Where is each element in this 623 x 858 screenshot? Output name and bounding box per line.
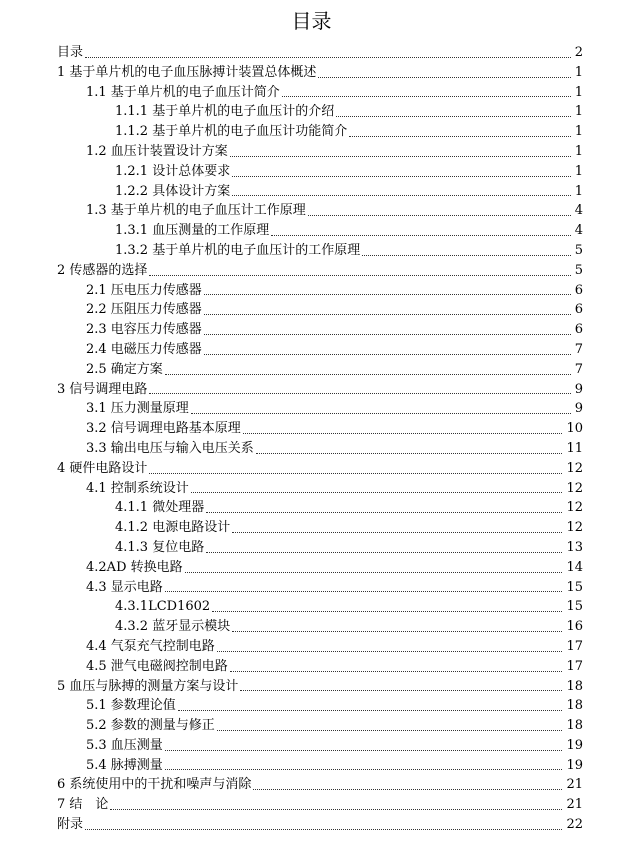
- toc-dot-leader: [232, 175, 571, 177]
- toc-entry-page-number: 6: [574, 282, 583, 298]
- toc-entry-page-number: 1: [574, 64, 583, 80]
- toc-entry[interactable]: [0, 716, 623, 736]
- toc-dot-leader: [230, 670, 563, 672]
- toc-entry-page-number: 6: [574, 322, 583, 338]
- toc-entry-label: 4.1.1 微处理器: [115, 500, 205, 516]
- toc-entry-line: [57, 775, 564, 795]
- toc-entry-line: [86, 696, 564, 716]
- toc-dot-leader: [165, 749, 563, 751]
- toc-entry[interactable]: [0, 281, 623, 301]
- toc-dot-leader: [217, 729, 563, 731]
- toc-list: [0, 43, 623, 835]
- toc-entry-label: 4.3.1LCD1602: [115, 599, 211, 615]
- toc-entry[interactable]: [0, 380, 623, 400]
- toc-dot-leader: [349, 135, 571, 137]
- toc-entry-label: 7 结 论: [57, 797, 109, 813]
- toc-entry-label: 1.1.2 基于单片机的电子血压计功能简介: [115, 124, 348, 140]
- toc-dot-leader: [206, 551, 562, 553]
- toc-entry[interactable]: [0, 736, 623, 756]
- toc-entry-label: 5.3 血压测量: [86, 737, 163, 753]
- toc-entry-line: [86, 300, 573, 320]
- toc-entry-line: [115, 122, 573, 142]
- toc-entry-page-number: 5: [574, 242, 583, 258]
- toc-entry-line: [86, 578, 564, 598]
- toc-entry-line: [115, 498, 564, 518]
- toc-entry-page-number: 1: [574, 143, 583, 159]
- toc-entry-line: [115, 617, 564, 637]
- toc-entry-label: 2.3 电容压力传感器: [86, 322, 202, 338]
- toc-entry-line: [86, 756, 564, 776]
- toc-entry-label: 3.2 信号调理电路基本原理: [86, 421, 241, 437]
- toc-entry-line: [86, 399, 573, 419]
- toc-entry-line: [86, 657, 564, 677]
- toc-entry-page-number: 6: [574, 302, 583, 318]
- toc-entry[interactable]: [0, 459, 623, 479]
- toc-entry-label: 2.5 确定方案: [86, 361, 163, 377]
- toc-entry-page-number: 4: [574, 203, 583, 219]
- toc-entry[interactable]: [0, 696, 623, 716]
- toc-entry-page-number: 11: [566, 440, 583, 456]
- toc-entry-label: 2.1 压电压力传感器: [86, 282, 202, 298]
- toc-entry-page-number: 21: [566, 777, 583, 793]
- toc-entry-page-number: 22: [566, 817, 583, 833]
- toc-entry-line: [57, 63, 573, 83]
- toc-entry[interactable]: [0, 538, 623, 558]
- toc-dot-leader: [178, 709, 563, 711]
- toc-entry-label: 1 基于单片机的电子血压脉搏计装置总体概述: [57, 64, 317, 80]
- toc-entry[interactable]: [0, 578, 623, 598]
- toc-entry-page-number: 15: [566, 579, 583, 595]
- toc-entry-line: [86, 281, 573, 301]
- toc-dot-leader: [149, 472, 562, 474]
- toc-entry-line: [57, 677, 564, 697]
- toc-entry-line: [115, 538, 564, 558]
- toc-entry-line: [86, 439, 564, 459]
- toc-entry-line: [86, 360, 573, 380]
- toc-dot-leader: [204, 293, 571, 295]
- toc-dot-leader: [204, 353, 571, 355]
- toc-entry[interactable]: [0, 518, 623, 538]
- toc-entry[interactable]: [0, 241, 623, 261]
- toc-entry-line: [115, 241, 573, 261]
- toc-entry-page-number: 10: [566, 421, 583, 437]
- toc-dot-leader: [271, 234, 571, 236]
- toc-entry-page-number: 19: [566, 757, 583, 773]
- toc-entry-label: 4.1 控制系统设计: [86, 480, 189, 496]
- toc-entry-line: [57, 459, 564, 479]
- toc-dot-leader: [230, 155, 571, 157]
- toc-dot-leader: [336, 115, 571, 117]
- toc-entry-label: 目录: [57, 45, 84, 60]
- toc-dot-leader: [149, 392, 570, 394]
- toc-entry-page-number: 9: [574, 401, 583, 417]
- toc-entry-page-number: 12: [566, 520, 583, 536]
- toc-entry[interactable]: [0, 657, 623, 677]
- toc-dot-leader: [204, 333, 571, 335]
- toc-dot-leader: [85, 56, 571, 58]
- toc-entry-page-number: 4: [574, 223, 583, 239]
- toc-dot-leader: [110, 808, 562, 810]
- toc-entry[interactable]: [0, 419, 623, 439]
- toc-entry[interactable]: [0, 221, 623, 241]
- toc-entry[interactable]: [0, 102, 623, 122]
- toc-dot-leader: [185, 571, 563, 573]
- toc-entry-line: [57, 795, 564, 815]
- toc-entry-page-number: 7: [574, 341, 583, 357]
- toc-entry-line: [57, 380, 573, 400]
- toc-dot-leader: [308, 214, 571, 216]
- toc-entry-label: 1.3.1 血压测量的工作原理: [115, 223, 270, 239]
- toc-entry[interactable]: [0, 399, 623, 419]
- toc-entry-label: 4.3.2 蓝牙显示模块: [115, 619, 231, 635]
- toc-dot-leader: [253, 788, 562, 790]
- toc-entry[interactable]: [0, 795, 623, 815]
- toc-entry[interactable]: [0, 775, 623, 795]
- toc-entry-page-number: 18: [566, 698, 583, 714]
- toc-entry[interactable]: [0, 479, 623, 499]
- toc-entry-label: 1.1 基于单片机的电子血压计简介: [86, 84, 280, 100]
- toc-entry-label: 3 信号调理电路: [57, 381, 148, 397]
- toc-entry-page-number: 9: [574, 381, 583, 397]
- toc-entry[interactable]: [0, 63, 623, 83]
- toc-entry-line: [86, 479, 564, 499]
- toc-dot-leader: [149, 274, 570, 276]
- toc-dot-leader: [318, 76, 570, 78]
- toc-entry-label: 5.4 脉搏测量: [86, 757, 163, 773]
- toc-entry-page-number: 12: [566, 500, 583, 516]
- toc-entry-line: [115, 221, 573, 241]
- toc-entry-page-number: 19: [566, 737, 583, 753]
- toc-entry-label: 2 传感器的选择: [57, 262, 148, 278]
- toc-entry[interactable]: [0, 142, 623, 162]
- toc-entry-page-number: 1: [574, 183, 583, 199]
- toc-entry-line: [86, 83, 573, 103]
- toc-entry-line: [86, 320, 573, 340]
- toc-entry[interactable]: [0, 201, 623, 221]
- toc-entry-line: [57, 261, 573, 281]
- toc-entry-label: 3.3 输出电压与输入电压关系: [86, 440, 254, 456]
- toc-entry-line: [115, 162, 573, 182]
- toc-entry-label: 4.1.2 电源电路设计: [115, 520, 231, 536]
- toc-entry-label: 4.1.3 复位电路: [115, 539, 205, 555]
- toc-entry[interactable]: [0, 677, 623, 697]
- toc-entry[interactable]: [0, 498, 623, 518]
- toc-entry[interactable]: [0, 617, 623, 637]
- toc-entry[interactable]: [0, 439, 623, 459]
- toc-entry-page-number: 1: [574, 124, 583, 140]
- toc-dot-leader: [165, 768, 563, 770]
- toc-dot-leader: [232, 630, 562, 632]
- toc-entry-page-number: 18: [566, 678, 583, 694]
- toc-entry-label: 2.4 电磁压力传感器: [86, 341, 202, 357]
- toc-entry-label: 附录: [57, 817, 84, 833]
- toc-entry-label: 4.4 气泵充气控制电路: [86, 638, 215, 654]
- toc-entry-page-number: 7: [574, 361, 583, 377]
- toc-entry-line: [57, 815, 564, 835]
- toc-dot-leader: [282, 95, 571, 97]
- toc-entry-page-number: 12: [566, 460, 583, 476]
- toc-entry[interactable]: [0, 815, 623, 835]
- toc-entry[interactable]: [0, 122, 623, 142]
- toc-entry-page-number: 15: [566, 599, 583, 615]
- toc-entry[interactable]: [0, 756, 623, 776]
- toc-entry-page-number: 17: [566, 658, 583, 674]
- toc-dot-leader: [212, 610, 562, 612]
- toc-entry[interactable]: [0, 43, 623, 63]
- toc-entry-label: 4 硬件电路设计: [57, 460, 148, 476]
- toc-entry[interactable]: [0, 261, 623, 281]
- toc-entry-line: [115, 102, 573, 122]
- toc-dot-leader: [206, 511, 562, 513]
- toc-dot-leader: [204, 313, 571, 315]
- toc-dot-leader: [240, 689, 562, 691]
- toc-entry[interactable]: [0, 83, 623, 103]
- toc-entry-label: 6 系统使用中的干扰和噪声与消除: [57, 777, 252, 793]
- toc-entry-line: [86, 558, 564, 578]
- toc-entry-line: [86, 201, 573, 221]
- toc-entry-line: [115, 518, 564, 538]
- toc-entry-line: [86, 716, 564, 736]
- toc-entry-line: [86, 419, 564, 439]
- toc-dot-leader: [165, 373, 571, 375]
- toc-entry-label: 1.3.2 基于单片机的电子血压计的工作原理: [115, 242, 361, 258]
- toc-entry-line: [86, 340, 573, 360]
- toc-title: 目录: [291, 9, 332, 33]
- toc-entry[interactable]: [0, 320, 623, 340]
- toc-entry-line: [86, 142, 573, 162]
- toc-entry-label: 5.1 参数理论值: [86, 698, 176, 714]
- toc-entry-page-number: 1: [574, 104, 583, 120]
- toc-entry-label: 4.5 泄气电磁阀控制电路: [86, 658, 228, 674]
- toc-entry-label: 5 血压与脉搏的测量方案与设计: [57, 678, 239, 694]
- toc-entry-page-number: 18: [566, 718, 583, 734]
- toc-entry-label: 4.2AD 转换电路: [86, 559, 183, 575]
- toc-dot-leader: [243, 432, 563, 434]
- toc-dot-leader: [191, 491, 563, 493]
- toc-entry[interactable]: [0, 340, 623, 360]
- toc-entry-page-number: 1: [574, 84, 583, 100]
- toc-entry-label: 1.2.1 设计总体要求: [115, 163, 231, 179]
- toc-entry-page-number: 17: [566, 638, 583, 654]
- toc-dot-leader: [191, 412, 571, 414]
- toc-entry-page-number: 1: [574, 163, 583, 179]
- toc-entry-page-number: 13: [566, 539, 583, 555]
- toc-entry-label: 4.3 显示电路: [86, 579, 163, 595]
- toc-dot-leader: [217, 650, 563, 652]
- toc-dot-leader: [362, 254, 571, 256]
- toc-entry-label: 1.2.2 具体设计方案: [115, 183, 231, 199]
- toc-entry-page-number: 12: [566, 480, 583, 496]
- toc-entry[interactable]: [0, 300, 623, 320]
- toc-dot-leader: [232, 194, 571, 196]
- toc-entry-line: [57, 43, 573, 63]
- toc-entry-line: [115, 182, 573, 202]
- toc-entry-label: 1.2 血压计装置设计方案: [86, 143, 228, 159]
- toc-entry-page-number: 21: [566, 797, 583, 813]
- toc-entry-line: [86, 736, 564, 756]
- toc-dot-leader: [256, 452, 563, 454]
- toc-entry-page-number: 14: [566, 559, 583, 575]
- toc-entry[interactable]: [0, 597, 623, 617]
- toc-entry-line: [86, 637, 564, 657]
- toc-entry-page-number: 5: [574, 262, 583, 278]
- toc-dot-leader: [85, 828, 562, 830]
- toc-entry[interactable]: [0, 162, 623, 182]
- toc-entry-label: 3.1 压力测量原理: [86, 401, 189, 417]
- toc-entry[interactable]: [0, 360, 623, 380]
- toc-entry[interactable]: [0, 558, 623, 578]
- toc-entry-page-number: 16: [566, 619, 583, 635]
- toc-entry[interactable]: [0, 182, 623, 202]
- toc-entry-label: 5.2 参数的测量与修正: [86, 718, 215, 734]
- toc-entry-label: 2.2 压阻压力传感器: [86, 302, 202, 318]
- toc-entry-label: 1.1.1 基于单片机的电子血压计的介绍: [115, 104, 335, 120]
- toc-entry-label: 1.3 基于单片机的电子血压计工作原理: [86, 203, 306, 219]
- toc-entry-page-number: 2: [574, 45, 583, 60]
- toc-dot-leader: [232, 531, 562, 533]
- toc-entry-line: [115, 597, 564, 617]
- toc-dot-leader: [165, 590, 563, 592]
- toc-entry[interactable]: [0, 637, 623, 657]
